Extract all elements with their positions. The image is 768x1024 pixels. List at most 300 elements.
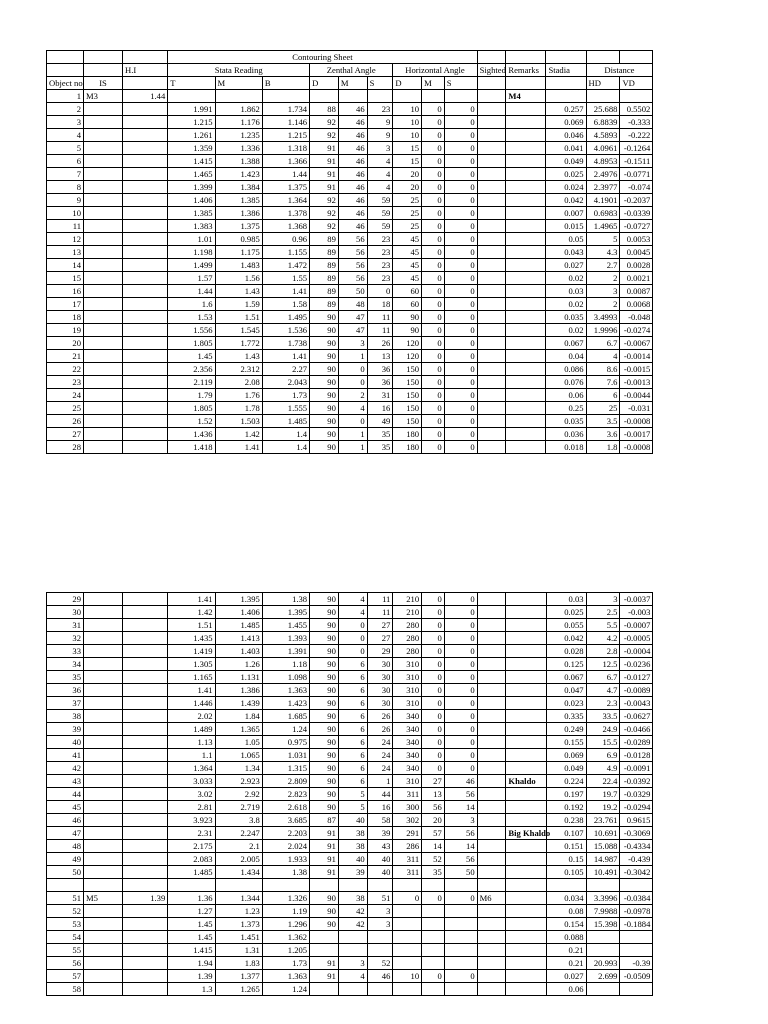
table-cell: 1.395	[215, 593, 262, 606]
table-cell: 1.555	[262, 402, 309, 415]
table-cell: 0	[444, 710, 477, 723]
table-row	[47, 879, 710, 892]
table-row	[47, 684, 710, 697]
table-cell: 52	[47, 905, 84, 918]
table-cell	[84, 905, 123, 918]
table-cell	[506, 116, 546, 129]
table-cell: 1.45	[168, 931, 215, 944]
table-cell: 0	[422, 298, 445, 311]
table-cell: 46	[338, 116, 367, 129]
table-cell: -0.0392	[620, 775, 653, 788]
table-cell	[84, 723, 123, 736]
table-cell: 4.9	[586, 762, 620, 775]
table-cell: 36	[367, 363, 393, 376]
table-cell: 0.0087	[620, 285, 653, 298]
table-cell: 56	[444, 853, 477, 866]
table-cell	[477, 233, 506, 246]
table-cell	[477, 658, 506, 671]
table-cell: 1.57	[168, 272, 215, 285]
table-cell	[84, 918, 123, 931]
sheet-title: Contouring Sheet	[168, 51, 477, 64]
table-cell: 2.175	[168, 840, 215, 853]
table-cell	[506, 749, 546, 762]
table-cell	[477, 723, 506, 736]
table-cell	[393, 957, 422, 970]
table-row	[47, 363, 710, 376]
table-cell: 1.556	[168, 324, 215, 337]
table-cell	[477, 762, 506, 775]
table-cell: 2.3	[586, 697, 620, 710]
table-cell: 46	[338, 142, 367, 155]
table-cell: 3.685	[262, 814, 309, 827]
table-cell	[47, 879, 84, 892]
table-cell: -0.39	[620, 957, 653, 970]
table-cell: 47	[338, 324, 367, 337]
table-cell	[422, 957, 445, 970]
table-cell: 0.076	[546, 376, 586, 389]
table-cell: 0	[422, 194, 445, 207]
table-cell: 29	[47, 593, 84, 606]
table-cell: -0.0289	[620, 736, 653, 749]
is-header: IS	[84, 77, 123, 90]
table-cell	[422, 918, 445, 931]
table-cell	[123, 220, 168, 233]
table-cell: 0	[444, 970, 477, 983]
table-cell: 15	[47, 272, 84, 285]
table-cell	[477, 684, 506, 697]
table-cell: 1.485	[262, 415, 309, 428]
table-cell: 56	[338, 233, 367, 246]
table-row	[47, 736, 710, 749]
table-cell: 1.41	[168, 684, 215, 697]
table-cell	[84, 619, 123, 632]
table-cell	[506, 619, 546, 632]
table-cell: 6	[338, 671, 367, 684]
table-cell: 90	[393, 311, 422, 324]
table-cell: 0.96	[262, 233, 309, 246]
table-cell: -0.0384	[620, 892, 653, 905]
table-cell	[123, 389, 168, 402]
table-cell: 0	[444, 428, 477, 441]
table-cell	[84, 866, 123, 879]
table-cell: 1.359	[168, 142, 215, 155]
table-cell: 3	[338, 957, 367, 970]
table-cell	[506, 736, 546, 749]
table-cell: 38	[338, 840, 367, 853]
table-cell	[422, 905, 445, 918]
table-cell	[506, 402, 546, 415]
table-cell: 0.067	[546, 337, 586, 350]
table-cell	[84, 298, 123, 311]
table-cell	[123, 428, 168, 441]
table-cell	[444, 983, 477, 996]
table-cell	[393, 931, 422, 944]
table-cell: 1.41	[168, 593, 215, 606]
table-cell: 3.4993	[586, 311, 620, 324]
table-cell: 120	[393, 337, 422, 350]
table-cell: 1.365	[215, 723, 262, 736]
table-cell: 90	[310, 311, 339, 324]
table-cell: 0.06	[546, 983, 586, 996]
table-cell: 89	[310, 233, 339, 246]
table-cell	[84, 827, 123, 840]
table-row	[47, 129, 710, 142]
table-cell: 90	[310, 684, 339, 697]
table-cell: 90	[310, 775, 339, 788]
table-cell	[506, 272, 546, 285]
table-cell: 42	[338, 905, 367, 918]
table-cell: 25.688	[586, 103, 620, 116]
table-cell: 0	[444, 593, 477, 606]
table-cell: 17	[47, 298, 84, 311]
table-row	[47, 697, 710, 710]
table-cell: 60	[393, 285, 422, 298]
table-cell	[367, 931, 393, 944]
table-cell: 1.862	[215, 103, 262, 116]
table-cell: 1.415	[168, 155, 215, 168]
table-cell: M3	[84, 90, 123, 103]
table-cell	[123, 350, 168, 363]
table-cell: 0	[422, 415, 445, 428]
table-cell: 4.5893	[586, 129, 620, 142]
table-cell: 91	[310, 840, 339, 853]
table-cell	[546, 879, 586, 892]
table-cell	[84, 983, 123, 996]
table-cell: 11	[367, 324, 393, 337]
table-cell: 2.27	[262, 363, 309, 376]
table-cell: 90	[310, 337, 339, 350]
table-cell: -0.0978	[620, 905, 653, 918]
table-cell	[506, 632, 546, 645]
table-cell: 18	[367, 298, 393, 311]
table-cell: 1.13	[168, 736, 215, 749]
table-cell	[506, 957, 546, 970]
table-cell: 40	[47, 736, 84, 749]
table-cell: 91	[310, 155, 339, 168]
table-cell: 0	[422, 324, 445, 337]
table-cell: 0.015	[546, 220, 586, 233]
table-cell: 0.028	[546, 645, 586, 658]
table-cell: 310	[393, 775, 422, 788]
table-cell: 0	[422, 389, 445, 402]
table-cell: 35	[367, 428, 393, 441]
table-cell: 89	[310, 259, 339, 272]
table-cell: 0	[444, 181, 477, 194]
table-cell: 9	[367, 116, 393, 129]
table-cell: -0.048	[620, 311, 653, 324]
table-row	[47, 116, 710, 129]
table-row	[47, 402, 710, 415]
table-cell: 1.065	[215, 749, 262, 762]
table-cell: 15.088	[586, 840, 620, 853]
table-cell	[123, 645, 168, 658]
table-cell: 45	[393, 272, 422, 285]
table-cell: 40	[367, 853, 393, 866]
table-cell: 0	[444, 246, 477, 259]
table-cell	[123, 970, 168, 983]
table-cell: 3	[47, 116, 84, 129]
table-cell	[84, 879, 123, 892]
table-cell: 1	[367, 775, 393, 788]
table-cell	[506, 593, 546, 606]
table-row	[47, 324, 710, 337]
table-cell: 5	[338, 801, 367, 814]
table-row	[47, 246, 710, 259]
table-row	[47, 658, 710, 671]
table-cell: 0.069	[546, 749, 586, 762]
table-cell	[123, 905, 168, 918]
table-cell: 24	[367, 736, 393, 749]
table-cell: 0.049	[546, 155, 586, 168]
table-cell: 1.386	[215, 207, 262, 220]
table-cell	[506, 645, 546, 658]
table-cell: 1.05	[215, 736, 262, 749]
table-cell	[506, 142, 546, 155]
table-cell: 10	[393, 970, 422, 983]
table-cell	[477, 944, 506, 957]
table-cell: 1.198	[168, 246, 215, 259]
contouring-sheet-table-bottom	[46, 592, 710, 996]
table-cell: 1.265	[215, 983, 262, 996]
table-cell	[620, 944, 653, 957]
table-cell: 42	[338, 918, 367, 931]
table-cell	[84, 840, 123, 853]
table-cell	[477, 749, 506, 762]
table-row	[47, 389, 710, 402]
table-cell: 1.393	[262, 632, 309, 645]
table-cell	[123, 944, 168, 957]
table-cell: 2.8	[586, 645, 620, 658]
table-cell: 46	[338, 181, 367, 194]
table-cell: 2.4976	[586, 168, 620, 181]
table-cell: 1.41	[262, 285, 309, 298]
table-cell	[123, 606, 168, 619]
table-cell	[477, 957, 506, 970]
table-row	[47, 645, 710, 658]
table-cell	[84, 168, 123, 181]
table-cell: 0	[422, 350, 445, 363]
table-cell	[84, 311, 123, 324]
table-cell: 0	[422, 155, 445, 168]
table-cell: 0	[444, 363, 477, 376]
table-cell	[84, 415, 123, 428]
table-cell	[123, 931, 168, 944]
table-cell	[393, 983, 422, 996]
table-cell: 2.31	[168, 827, 215, 840]
table-cell: 59	[367, 220, 393, 233]
table-cell: 90	[310, 788, 339, 801]
table-cell: 6.7	[586, 671, 620, 684]
table-row	[47, 155, 710, 168]
table-cell: 1.44	[168, 285, 215, 298]
table-cell	[444, 957, 477, 970]
table-cell: 0	[422, 402, 445, 415]
table-cell	[310, 983, 339, 996]
table-cell	[84, 684, 123, 697]
table-cell	[123, 402, 168, 415]
table-cell	[477, 918, 506, 931]
table-cell: 1.9996	[586, 324, 620, 337]
table-cell	[123, 983, 168, 996]
table-cell: 91	[310, 827, 339, 840]
table-cell	[123, 775, 168, 788]
table-row	[47, 814, 710, 827]
table-cell: 52	[367, 957, 393, 970]
table-cell: 25	[393, 207, 422, 220]
table-row	[47, 970, 710, 983]
table-cell: 1.391	[262, 645, 309, 658]
table-cell	[477, 814, 506, 827]
table-cell	[84, 285, 123, 298]
table-body-bottom	[47, 593, 710, 996]
table-cell: 1.55	[262, 272, 309, 285]
table-cell: 19.2	[586, 801, 620, 814]
hi-header: H.I	[123, 64, 168, 77]
table-cell: -0.0274	[620, 324, 653, 337]
table-cell: 32	[47, 632, 84, 645]
table-cell: 4	[338, 402, 367, 415]
table-cell: 1.485	[215, 619, 262, 632]
table-cell: 35	[422, 866, 445, 879]
table-cell	[506, 220, 546, 233]
table-cell: 4	[47, 129, 84, 142]
table-cell: 4	[338, 970, 367, 983]
table-cell: 2.08	[215, 376, 262, 389]
table-cell	[393, 918, 422, 931]
table-cell: 1.146	[262, 116, 309, 129]
table-cell: 1.235	[215, 129, 262, 142]
zenith-d-header: D	[310, 77, 339, 90]
table-cell: 2.083	[168, 853, 215, 866]
table-cell: 0	[422, 168, 445, 181]
table-cell: -0.3069	[620, 827, 653, 840]
table-cell	[84, 246, 123, 259]
table-cell: 39	[367, 827, 393, 840]
table-cell: 2.024	[262, 840, 309, 853]
table-cell: 6.8839	[586, 116, 620, 129]
table-cell: 1.305	[168, 658, 215, 671]
table-cell: 14	[444, 801, 477, 814]
table-cell: -0.0329	[620, 788, 653, 801]
table-cell: 92	[310, 220, 339, 233]
table-cell: 1.215	[168, 116, 215, 129]
table-row	[47, 285, 710, 298]
table-cell: 92	[310, 207, 339, 220]
table-cell: 1.4965	[586, 220, 620, 233]
table-cell: 56	[422, 801, 445, 814]
table-cell	[477, 853, 506, 866]
table-cell	[84, 814, 123, 827]
table-cell: 0	[422, 103, 445, 116]
table-cell	[477, 285, 506, 298]
table-cell: 8.6	[586, 363, 620, 376]
table-cell	[477, 103, 506, 116]
sheet-title-row	[47, 51, 710, 64]
table-cell: 0.055	[546, 619, 586, 632]
table-cell: 0	[444, 671, 477, 684]
table-cell: 1.685	[262, 710, 309, 723]
table-cell: 5.5	[586, 619, 620, 632]
table-cell: 1.363	[262, 684, 309, 697]
table-cell: 0	[422, 220, 445, 233]
table-cell	[215, 879, 262, 892]
table-cell	[84, 220, 123, 233]
vd-header: VD	[620, 77, 653, 90]
table-cell: 16	[367, 402, 393, 415]
table-cell	[123, 155, 168, 168]
table-cell: 90	[310, 619, 339, 632]
table-cell	[506, 762, 546, 775]
table-cell: 3.923	[168, 814, 215, 827]
table-cell: 6.9	[586, 749, 620, 762]
table-cell: 1.495	[262, 311, 309, 324]
table-cell: 24	[47, 389, 84, 402]
table-cell	[123, 853, 168, 866]
table-cell: 20	[393, 181, 422, 194]
table-cell: 1.373	[215, 918, 262, 931]
table-cell	[84, 931, 123, 944]
table-cell: 0.018	[546, 441, 586, 454]
table-cell: 21	[47, 350, 84, 363]
table-cell: 0.02	[546, 298, 586, 311]
table-cell	[506, 233, 546, 246]
table-cell: 46	[338, 207, 367, 220]
table-cell	[338, 879, 367, 892]
table-cell: 1.434	[215, 866, 262, 879]
table-cell: 0	[444, 606, 477, 619]
table-cell	[506, 246, 546, 259]
table-cell: 1.499	[168, 259, 215, 272]
table-cell: 4.1901	[586, 194, 620, 207]
table-cell: 1.43	[215, 350, 262, 363]
table-cell: 310	[393, 697, 422, 710]
table-row	[47, 944, 710, 957]
table-cell: 24.9	[586, 723, 620, 736]
table-cell: 0.0045	[620, 246, 653, 259]
table-cell: 22.4	[586, 775, 620, 788]
table-cell: 2.923	[215, 775, 262, 788]
table-row	[47, 376, 710, 389]
table-cell: 340	[393, 723, 422, 736]
table-cell: 1.1	[168, 749, 215, 762]
table-cell	[123, 142, 168, 155]
table-cell: 0.02	[546, 272, 586, 285]
table-cell: 0.088	[546, 931, 586, 944]
table-cell	[620, 879, 653, 892]
table-cell: -0.0043	[620, 697, 653, 710]
table-row	[47, 233, 710, 246]
table-cell: 25	[393, 220, 422, 233]
table-cell	[477, 168, 506, 181]
table-cell: 1.44	[262, 168, 309, 181]
table-cell: 0	[422, 428, 445, 441]
table-cell: 31	[47, 619, 84, 632]
table-cell: 27	[367, 632, 393, 645]
table-cell	[586, 879, 620, 892]
table-cell	[123, 272, 168, 285]
table-cell: 1.406	[168, 194, 215, 207]
table-cell: 0	[444, 723, 477, 736]
table-cell: 11	[367, 606, 393, 619]
table-cell: 1.483	[215, 259, 262, 272]
table-cell: 1.406	[215, 606, 262, 619]
remarks-header: Remarks	[506, 64, 546, 77]
table-cell: 1.386	[215, 684, 262, 697]
table-cell	[506, 983, 546, 996]
table-cell: 2.02	[168, 710, 215, 723]
table-cell: -0.1884	[620, 918, 653, 931]
table-cell	[84, 441, 123, 454]
